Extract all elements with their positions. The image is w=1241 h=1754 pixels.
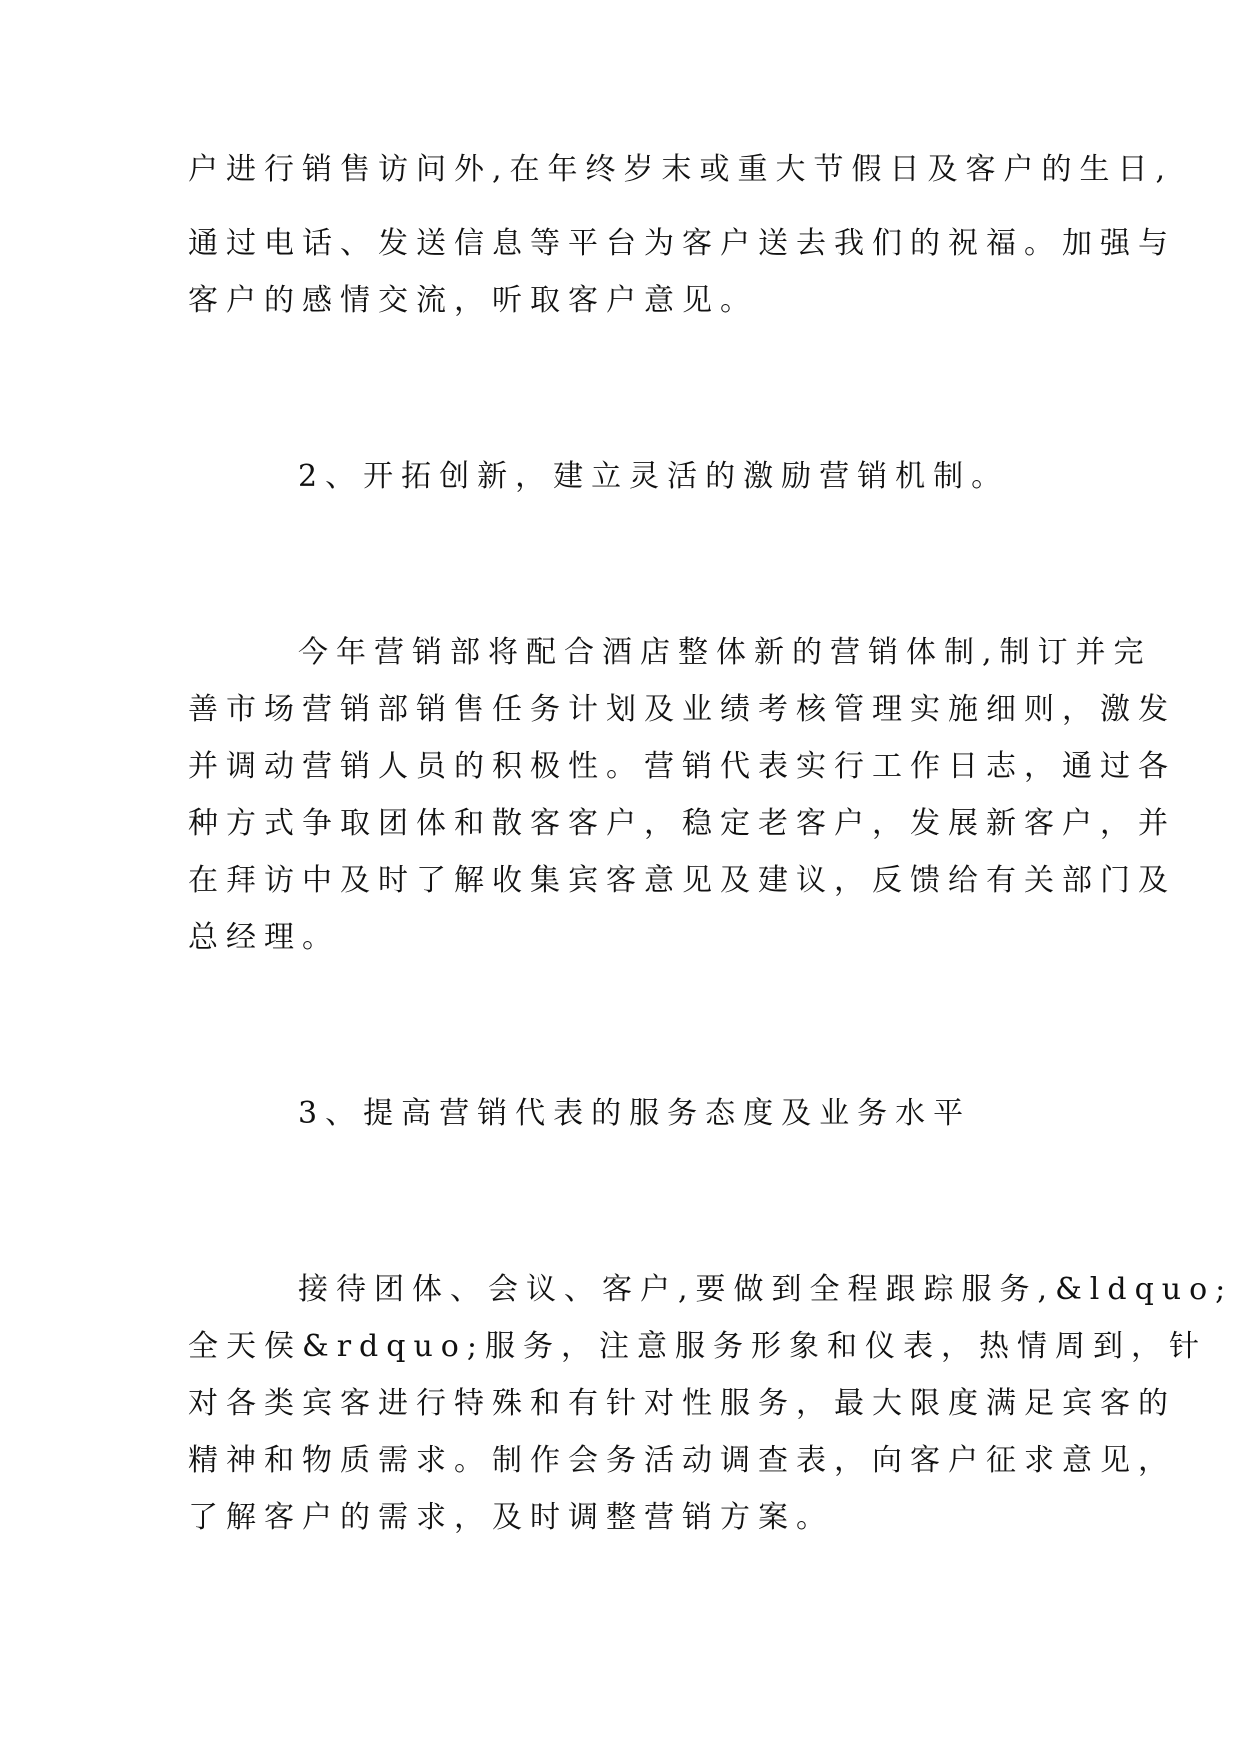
paragraph-line: 善市场营销部销售任务计划及业绩考核管理实施细则，激发	[188, 692, 1176, 727]
paragraph-line: 户进行销售访问外,在年终岁末或重大节假日及客户的生日,	[188, 152, 1174, 187]
section-heading: 3、提高营销代表的服务态度及业务水平	[298, 1096, 972, 1131]
paragraph-line: 在拜访中及时了解收集宾客意见及建议，反馈给有关部门及	[188, 863, 1176, 898]
section-heading: 2、开拓创新，建立灵活的激励营销机制。	[298, 459, 1010, 494]
paragraph-line: 全天侯&rdquo;服务，注意服务形象和仪表，热情周到，针	[188, 1329, 1207, 1364]
paragraph-line: 接待团体、会议、客户,要做到全程跟踪服务,&ldquo;	[298, 1272, 1234, 1307]
paragraph-line: 并调动营销人员的积极性。营销代表实行工作日志，通过各	[188, 749, 1176, 784]
paragraph-line: 对各类宾客进行特殊和有针对性服务，最大限度满足宾客的	[188, 1386, 1176, 1421]
paragraph-line: 种方式争取团体和散客客户，稳定老客户，发展新客户，并	[188, 806, 1176, 841]
paragraph-line: 了解客户的需求，及时调整营销方案。	[188, 1500, 834, 1535]
paragraph-line: 总经理。	[188, 920, 340, 955]
paragraph-line: 客户的感情交流，听取客户意见。	[188, 283, 758, 318]
paragraph-line: 精神和物质需求。制作会务活动调查表，向客户征求意见，	[188, 1443, 1176, 1478]
paragraph-line: 今年营销部将配合酒店整体新的营销体制,制订并完	[298, 635, 1152, 670]
paragraph-line: 通过电话、发送信息等平台为客户送去我们的祝福。加强与	[188, 226, 1176, 261]
